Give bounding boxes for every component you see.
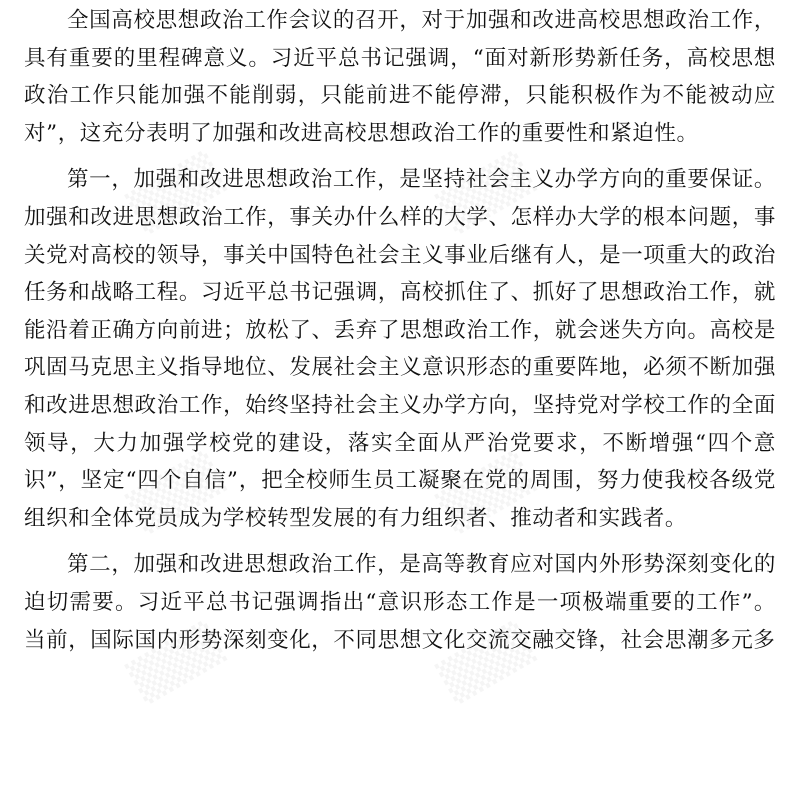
- watermark: ▒▒▒: [434, 150, 538, 236]
- paragraph-second-point: 第二，加强和改进思想政治工作，是高等教育应对国内外形势深刻变化的迫切需要。习近平总书记强调指出“意识形态工作是一项极端重要的工作”。当前，国际国内形势深刻变化，不同思想文化交流交融交锋，社会思潮多元多: [24, 552, 776, 653]
- watermark: ▒▒▒: [434, 450, 538, 536]
- watermark: ▒▒▒: [124, 620, 228, 706]
- paragraph-intro: 全国高校思想政治工作会议的召开，对于加强和改进高校思想政治工作，具有重要的里程碑意义。习近平总书记强调，“面对新形势新任务，高校思想政治工作只能加强不能削弱，只能前进不能停滞，只能积极作为不能被动应对”，这充分表明了加强和改进高校思想政治工作的重要性和紧迫性。: [24, 8, 776, 146]
- watermark: ▒▒▒: [124, 450, 228, 536]
- document-body: [24, 2, 776, 659]
- watermark: ▒▒▒: [434, 620, 538, 706]
- paragraph-first-point: 第一，加强和改进思想政治工作，是坚持社会主义办学方向的重要保证。加强和改进思想政治工作，事关办什么样的大学、怎样办大学的根本问题，事关党对高校的领导，事关中国特色社会主义事业后继有人，是一项重大的政治任务和战略工程。习近平总书记强调，高校抓住了、抓好了思想政治工作，就能沿着正确方向前进；放松了、丢弃了思想政治工作，就会迷失方向。高校是巩固马克思主义指导地位、发展社会主义意识形态的重要阵地，必须不断加强和改进思想政治工作，始终坚持社会主义办学方向，坚持党对学校工作的全面领导，大力加强学校党的建设，落实全面从严治党要求，不断增强“四个意识”，坚定“四个自信”，把全校师生员工凝聚在党的周围，努力使我校各级党组织和全体党员成为学校转型发展的有力组织者、推动者和实践者。: [24, 167, 776, 531]
- watermark: ▒▒▒: [124, 150, 228, 236]
